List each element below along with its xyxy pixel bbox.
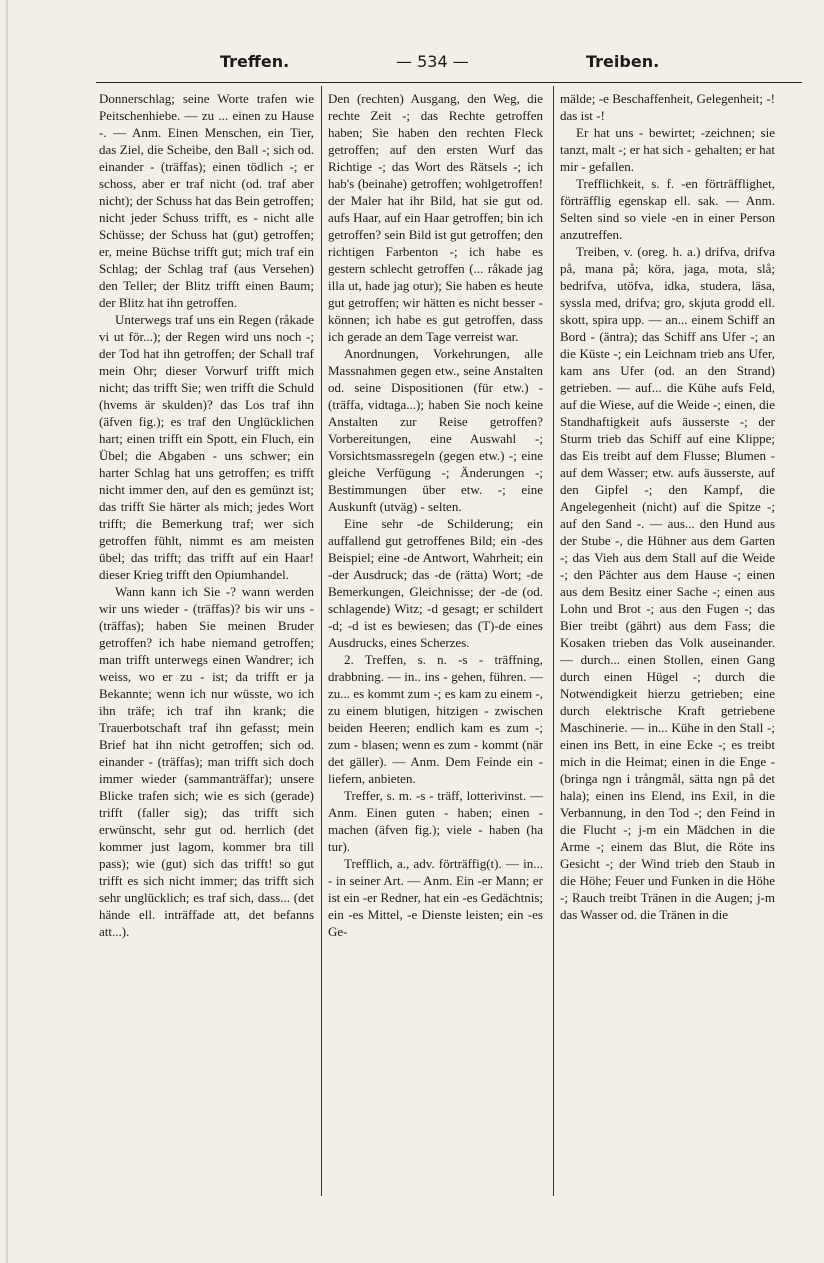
entry-trefflich: Trefflich, a., adv. förträffig(t). — in... - in seiner Art. — Anm. Ein -er Mann; er ist ein -er Redner, hat ein -es Gedächtnis; ein -es Mittel, -e Dienste leisten; ein -es Ge- (328, 856, 543, 939)
header-right-guideword: Treiben. (586, 52, 660, 71)
entry-paragraph: Eine sehr -de Schilderung; ein auffallend gut getroffenes Bild; ein -des Beispiel; eine -de Antwort, Wahrheit; ein -der Ausdruck; das -de (rätta) Wort; -de Bemerkungen, Gleichnisse; der -de (od. schlagende) Witz; -d gesagt; er schildert -d; -d ist es bewiesen; das (T)-de eines Ausdrucks, eines Scherzes. (328, 516, 543, 650)
page-edge (6, 0, 8, 1263)
entry-paragraph: Donnerschlag; seine Worte trafen wie Peitschenhiebe. — zu ... einen zu Hause -. — Anm. Einen Menschen, ein Tier, das Ziel, die Scheibe, den Ball -; sich od. einander - (träffas); einen tödlich -; er schoss, aber er traf nicht (od. traf aber nicht); der Schuss hat das Bein getroffen; nicht jeder Schuss trifft, es - nicht alle Schüsse; der Schuss hat (gut) getroffen; er, meine Büchse trifft gut; mich traf ein Schlag; der Schlag traf (aus Versehen) den Teller; der Blitz trifft einen Baum; der Blitz hat ihn getroffen. (99, 91, 314, 310)
column-divider-2 (553, 86, 554, 1196)
entry-treiben: Treiben, v. (oreg. h. a.) drifva, drifva på, mana på; köra, jaga, mota, slå; bedrifva, utöfva, idka, studera, läsa, syssla med, drifva; gro, skjuta grodd ell. skott, spira upp. — an... einem Schiff an Bord - (äntra); das Schiff ans Ufer -; an die Küste -; ein Leichnam trieb ans Ufer, kam ans Ufer (od. an den Strand) getrieben. — auf... die Kühe aufs Feld, auf die Wiese, auf die Weide -; einen, die Standhaftigkeit aufs äusserste -; der Sturm trieb das Schiff auf eine Klippe; das Eis treibt auf dem Flusse; Blumen - auf dem Wasser; etw. aufs äusserste, auf den Gipfel -; den Kampf, die Angelegenheit (nicht) auf die Spitze -; auf den Sand -. — aus... den Hund aus der Stube -, die Hühner aus dem Garten -; das Vieh aus dem Stall auf die Weide -; den Pächter aus dem Hause -; einen aus dem Besitz einer Sache -; einen aus Lohn und Brot -; aus den Fugen -; das Bier treibt (gährt) aus dem Fass; die Kosaken trieben das Volk auseinander. — durch... einen Stollen, einen Gang durch einen Hügel -; durch die Notwendigkeit hierzu getrieben; eine durch elektrische Kraft getriebene Maschinerie. — in... Kühe in den Stall -; einen ins Bett, in eine Ecke -; es treibt mich in die Heimat; einen in die Enge - (bringa ngn i trångmål, sätta ngn på det hala); einen ins Elend, ins Exil, in die Verbannung, in den Tod -; den Feind in die Flucht -; j-m ein Mädchen in die Arme -; einem das Blut, die Röte ins Gesicht -; der Wind trieb den Staub in die Höhe; Feuer und Funken in die Höhe -; Rauch treibt Tränen in die Augen; j-m das Wasser od. die Tränen in die (560, 244, 775, 922)
column-3 (560, 90, 775, 923)
entry-paragraph: Den (rechten) Ausgang, den Weg, die rechte Zeit -; das Rechte getroffen haben; Sie haben den rechten Fleck getroffen; auf den ersten Wurf das Richtige -; das Wort des Rätsels -; ich hab's (beinahe) getroffen; wohlgetroffen! der Maler hat ihr Bild, hat sie gut od. aufs Haar, auf ein Haar getroffen; bin ich getroffen? sein Bild ist gut getroffen; den richtigen Farbenton -; ich habe es gestern schlecht getroffen (... råkade jag illa ut, hade jag otur); Sie haben es heute gut getroffen; wir hätten es nicht besser - können; ich habe es gut getroffen, dass ich gerade an dem Tage verreist war. (328, 91, 543, 344)
page-number: — 534 — (396, 52, 469, 71)
entry-paragraph: Er hat uns - bewirtet; -zeichnen; sie tanzt, malt -; er hat sich - gehalten; er hat mir - gefallen. (560, 125, 775, 174)
entry-treffen-noun: 2. Treffen, s. n. -s - träffning, drabbning. — in.. ins - gehen, führen. — zu... es kommt zum -; es kam zu einem -, zu einem blutigen, hitzigen - zwischen beiden Heeren; endlich kam es zum -; zum - blasen; wenn es zum - kommt (när det gäller). — Anm. Dem Feinde ein - liefern, anbieten. (328, 652, 543, 786)
column-1 (99, 90, 314, 940)
column-divider-1 (321, 86, 322, 1196)
page-header (96, 52, 708, 78)
header-left-guideword: Treffen. (220, 52, 290, 71)
entry-paragraph: Anordnungen, Vorkehrungen, alle Massnahmen gegen etw., seine Anstalten od. seine Dispositionen (für etw.) - (träffa, vidtaga...); haben Sie noch keine Anstalten zur Reise getroffen? Vorbereitungen, eine Auswahl -; Vorsichtsmassregeln (gegen etw.) -; eine gleiche Verfügung -; Änderungen -; Bestimmungen über etw. -; eine Auskunft (utväg) - selten. (328, 346, 543, 514)
entry-treffer: Treffer, s. m. -s - träff, lotterivinst. — Anm. Einen guten - haben; einen - machen (äfven fig.); viele - haben (ha tur). (328, 788, 543, 854)
header-rule (96, 82, 802, 83)
entry-trefflichkeit: Trefflichkeit, s. f. -en förträfflighet, förträfflig egenskap ell. sak. — Anm. Selten sind so viele -en in einer Person anzutreffen. (560, 176, 775, 242)
entry-paragraph: mälde; -e Beschaffenheit, Gelegenheit; -! das ist -! (560, 91, 775, 123)
entry-paragraph: Unterwegs traf uns ein Regen (råkade vi ut för...); der Regen wird uns noch -; der Tod hat ihn getroffen; der Schall traf mein Ohr; dieser Vorwurf trifft mich nicht; das trifft Sie; wen trifft die Schuld (hvems är skulden)? das Los traf ihn (äfven fig.); es traf den Unglücklichen hart; einen trifft ein Spott, ein Fluch, ein Übel; die Abgaben - uns schwer; ein harter Schlag hat uns getroffen; es trifft nicht immer den, auf den es gemünzt ist; das trifft Sie härter als mich; jedes Wort trifft; die Bemerkung traf; wer sich getroffen fühlt, nimmt es am meisten übel; das trifft; das trifft auf ein Haar! dieser Krieg trifft den Opiumhandel. (99, 312, 314, 582)
column-2 (328, 90, 543, 940)
entry-paragraph: Wann kann ich Sie -? wann werden wir uns wieder - (träffas)? bis wir uns - (träffas); haben Sie meinen Bruder getroffen? ich habe niemand getroffen; man trifft unterwegs einen Wandrer; ich weiss, wo er zu - ist; da trifft er ja Bekannte; wenn ich nur wüsste, wo ich ihn träfe; ich traf ihn krank; die Trauerbotschaft traf ihn gefasst; mein Brief hat ihn nicht getroffen; sich od. einander - (träffas); man trifft sich doch immer wieder (sammanträffar); unsere Blicke trafen sich; wie es sich (gerade) trifft (faller sig); das trifft sich erwünscht, sehr gut od. herrlich (det kommer just lagom, kommer bra till pass); wie (gut) sich das trifft! so gut trifft es sich nicht immer; das trifft sich sehr unglücklich; es traf sich, dass... (det hände ell. inträffade att, det befanns att...). (99, 584, 314, 939)
